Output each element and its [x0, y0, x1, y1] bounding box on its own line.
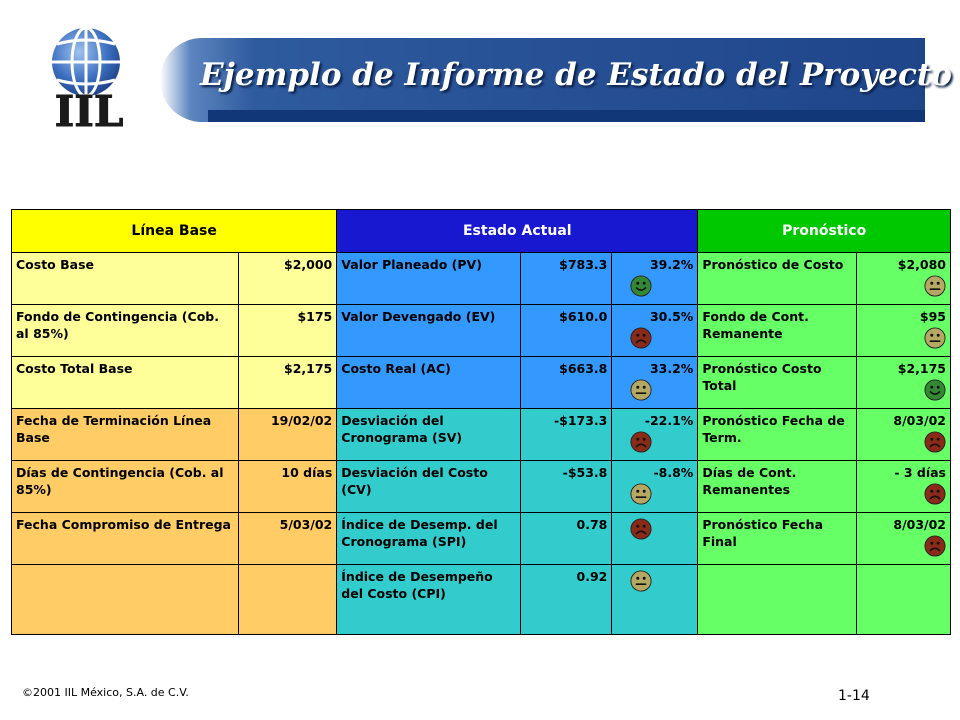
- status-percent: [612, 253, 698, 305]
- sad-face-icon: [630, 518, 652, 540]
- baseline-label: [12, 461, 239, 513]
- status-value-text: -$173.3: [553, 413, 608, 428]
- status-value-text: $663.8: [559, 361, 608, 376]
- section-header-forecast: Pronóstico: [698, 210, 951, 253]
- status-label: [337, 565, 521, 635]
- status-value-text: $610.0: [559, 309, 608, 324]
- baseline-value: [239, 409, 337, 461]
- baseline-label-text: Días de Contingencia (Cob. al 85%): [16, 465, 224, 497]
- status-label-text: Desviación del Cronograma (SV): [341, 413, 463, 445]
- baseline-label: [12, 357, 239, 409]
- status-value-text: 0.92: [576, 569, 608, 584]
- baseline-label: [12, 253, 239, 305]
- status-label: [337, 253, 521, 305]
- status-label-text: Índice de Desempeño del Costo (CPI): [341, 569, 493, 601]
- status-value: [521, 565, 612, 635]
- status-label-text: Valor Devengado (EV): [341, 309, 496, 324]
- section-header-row: [12, 210, 951, 253]
- status-percent: [612, 513, 698, 565]
- baseline-value: [239, 565, 337, 635]
- page-title: Ejemplo de Informe de Estado del Proyecto: [200, 57, 952, 93]
- forecast-label-text: Días de Cont. Remanentes: [702, 465, 797, 497]
- baseline-value: [239, 461, 337, 513]
- forecast-label: [698, 565, 857, 635]
- happy-face-icon: [630, 275, 652, 297]
- forecast-value: [856, 253, 950, 305]
- status-label-text: Índice de Desemp. del Cronograma (SPI): [341, 517, 498, 549]
- baseline-value: [239, 513, 337, 565]
- neutral-face-icon: [630, 379, 652, 401]
- forecast-value: [856, 409, 950, 461]
- baseline-value-text: $175: [297, 309, 333, 324]
- baseline-value: [239, 305, 337, 357]
- happy-face-icon: [924, 379, 946, 401]
- status-percent-text: 33.2%: [649, 361, 694, 376]
- globe-icon: [52, 28, 120, 96]
- neutral-face-icon: [630, 483, 652, 505]
- forecast-value-text: 8/03/02: [893, 413, 946, 428]
- status-label-text: Desviación del Costo (CV): [341, 465, 488, 497]
- status-percent-text: 39.2%: [649, 257, 694, 272]
- baseline-value-text: $2,175: [284, 361, 333, 376]
- sad-face-icon: [630, 431, 652, 453]
- sad-face-icon: [630, 327, 652, 349]
- baseline-label-text: Fecha de Terminación Línea Base: [16, 413, 212, 445]
- neutral-face-icon: [630, 570, 652, 592]
- forecast-value: [856, 461, 950, 513]
- neutral-face-icon: [924, 275, 946, 297]
- forecast-label: [698, 513, 857, 565]
- sad-face-icon: [924, 431, 946, 453]
- table-row: [12, 565, 951, 635]
- status-percent: [612, 357, 698, 409]
- table-row: [12, 461, 951, 513]
- forecast-label: [698, 409, 857, 461]
- forecast-value-text: $2,175: [897, 361, 946, 376]
- status-value: [521, 409, 612, 461]
- baseline-value: [239, 357, 337, 409]
- page-number: 1-14: [838, 688, 870, 704]
- status-label: [337, 357, 521, 409]
- forecast-value-text: - 3 días: [894, 465, 946, 480]
- status-label: [337, 409, 521, 461]
- status-percent-text: 30.5%: [649, 309, 694, 324]
- status-value-text: 0.78: [576, 517, 608, 532]
- status-report-table: [11, 209, 951, 635]
- forecast-value-text: $2,080: [897, 257, 946, 272]
- title-banner-accent: [208, 110, 925, 122]
- baseline-value-text: 5/03/02: [279, 517, 333, 532]
- forecast-label: [698, 305, 857, 357]
- forecast-label-text: Pronóstico Fecha Final: [702, 517, 824, 549]
- baseline-label-text: Fecha Compromiso de Entrega: [16, 517, 231, 532]
- sad-face-icon: [924, 535, 946, 557]
- status-label: [337, 305, 521, 357]
- baseline-label: [12, 409, 239, 461]
- forecast-label: [698, 461, 857, 513]
- baseline-value-text: $2,000: [284, 257, 333, 272]
- baseline-value: [239, 253, 337, 305]
- status-value: [521, 357, 612, 409]
- status-percent: [612, 565, 698, 635]
- forecast-label-text: Pronóstico de Costo: [702, 257, 844, 272]
- status-percent: [612, 305, 698, 357]
- status-value: [521, 513, 612, 565]
- status-label-text: Valor Planeado (PV): [341, 257, 482, 272]
- forecast-label-text: Fondo de Cont. Remanente: [702, 309, 809, 341]
- forecast-label-text: Pronóstico Costo Total: [702, 361, 822, 393]
- status-label: [337, 461, 521, 513]
- forecast-value-text: 8/03/02: [893, 517, 946, 532]
- baseline-value-text: 10 días: [281, 465, 333, 480]
- status-percent-text: -22.1%: [644, 413, 694, 428]
- forecast-value: [856, 565, 950, 635]
- baseline-label-text: Fondo de Contingencia (Cob. al 85%): [16, 309, 219, 341]
- forecast-value-text: $95: [919, 309, 946, 324]
- forecast-value: [856, 357, 950, 409]
- status-value-text: -$53.8: [562, 465, 608, 480]
- neutral-face-icon: [924, 327, 946, 349]
- table-row: [12, 253, 951, 305]
- baseline-value-text: 19/02/02: [270, 413, 333, 428]
- status-percent: [612, 409, 698, 461]
- forecast-value: [856, 305, 950, 357]
- table-row: [12, 357, 951, 409]
- baseline-label: [12, 305, 239, 357]
- forecast-label: [698, 357, 857, 409]
- section-header-current-status: Estado Actual: [337, 210, 698, 253]
- baseline-label: [12, 565, 239, 635]
- status-value: [521, 305, 612, 357]
- status-value: [521, 253, 612, 305]
- table-row: [12, 409, 951, 461]
- status-label: [337, 513, 521, 565]
- table-row: [12, 305, 951, 357]
- status-percent-text: -8.8%: [653, 465, 694, 480]
- baseline-label-text: Costo Base: [16, 257, 94, 272]
- copyright: ©2001 IIL México, S.A. de C.V.: [22, 686, 189, 699]
- baseline-label: [12, 513, 239, 565]
- sad-face-icon: [924, 483, 946, 505]
- status-label-text: Costo Real (AC): [341, 361, 451, 376]
- iil-logo: [14, 20, 164, 135]
- forecast-label-text: Pronóstico Fecha de Term.: [702, 413, 845, 445]
- status-percent: [612, 461, 698, 513]
- baseline-label-text: Costo Total Base: [16, 361, 133, 376]
- logo-wordmark: IIL: [54, 87, 124, 135]
- forecast-label: [698, 253, 857, 305]
- status-value-text: $783.3: [559, 257, 608, 272]
- section-header-baseline: Línea Base: [12, 210, 337, 253]
- status-value: [521, 461, 612, 513]
- forecast-value: [856, 513, 950, 565]
- table-row: [12, 513, 951, 565]
